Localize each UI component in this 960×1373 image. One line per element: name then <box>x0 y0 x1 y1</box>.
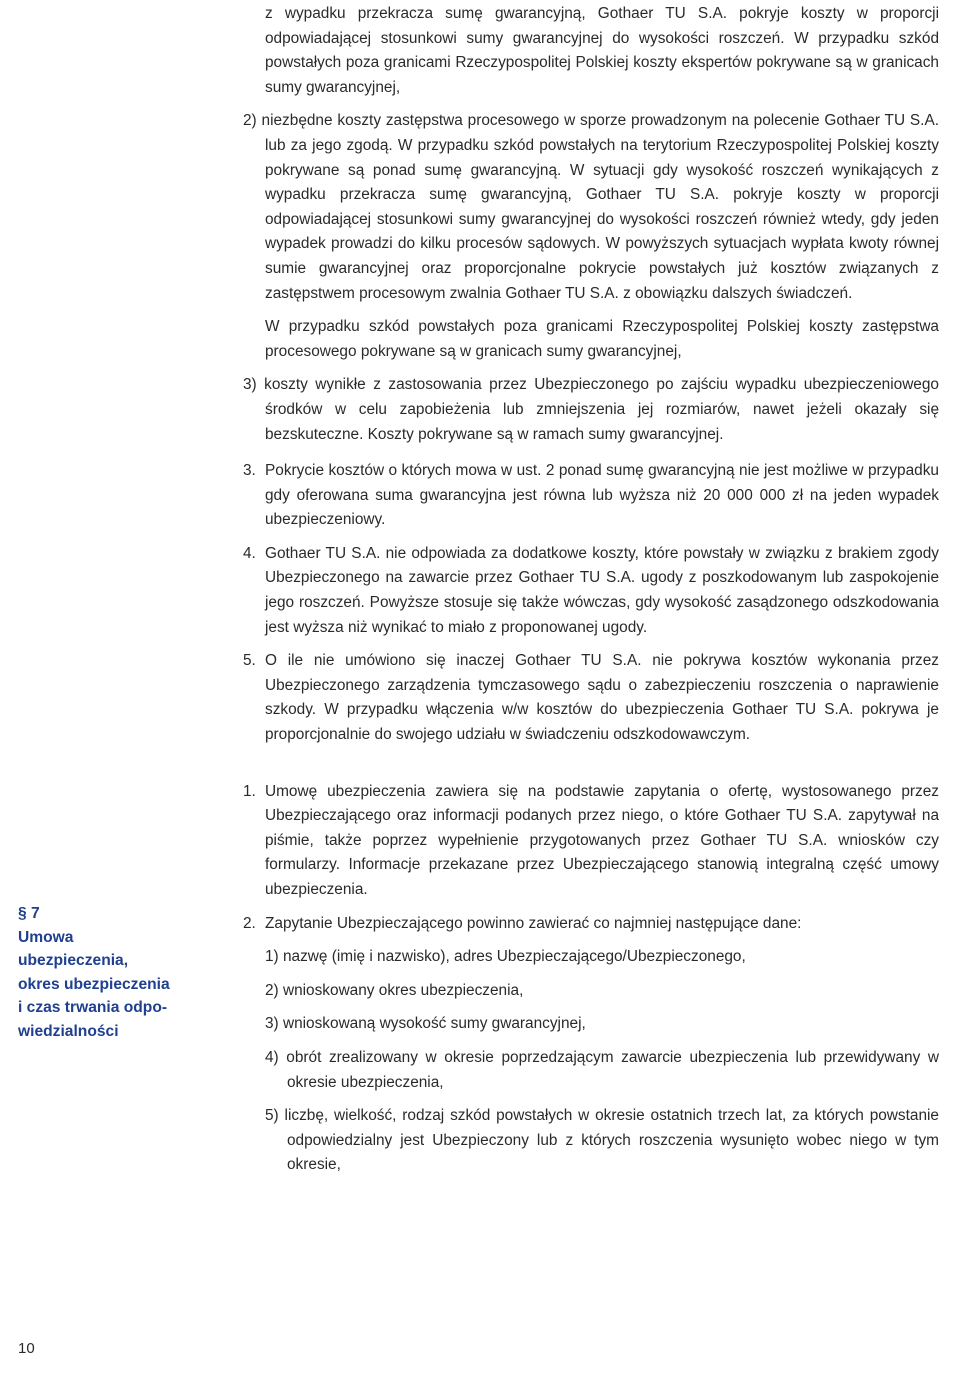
section-title-line: ubezpieczenia, <box>18 952 129 969</box>
section7-point-2 <box>243 912 939 937</box>
section-heading <box>18 902 208 1043</box>
point-5 <box>243 649 939 747</box>
point-4 <box>243 542 939 640</box>
section-sign: § 7 <box>18 905 40 922</box>
sub-item-3: 3) wnioskowaną wysokość sumy gwarancyjnej, <box>265 1015 586 1033</box>
point-number: 5. <box>243 652 256 670</box>
section-title-line: i czas trwania odpo- <box>18 999 168 1016</box>
section-title-line: okres ubezpieczenia <box>18 975 170 993</box>
page-number: 10 <box>18 1340 35 1357</box>
list-item-2: 2) niezbędne koszty zastępstwa procesowego w sporze prowadzonym na polecenie Gothaer TU S.A. lub za jego zgodą. W przypadku szkód powstałych na terytorium Rzeczypospolitej Polskiej koszty pokrywane są ponad sumę gwarancyjną. W sytuacji gdy wysokość roszczeń wynikających z wypadku przekracza sumę gwarancyjną, Gothaer TU S.A. pokryje koszty w proporcji odpowiadającej stosunkowi sumy gwarancyjnej do wysokości roszczeń również wtedy, gdy jeden wypadek prowadzi do kilku procesów sądowych. W powyższych sytuacjach wypłata kwoty równej sumie gwarancyjnej oraz proporcjonalne pokrycie powstałych już kosztów związanych z zastępstwem procesowym zwalnia Gothaer TU S.A. z obowiązku dalszych świadczeń. <box>243 112 939 302</box>
sub-item-4: 4) obrót zrealizowany w okresie poprzedzającym zawarcie ubezpieczenia lub przewidywany w okresie ubezpieczenia, <box>265 1048 939 1091</box>
point-3 <box>243 459 939 533</box>
list-item-2-continuation: W przypadku szkód powstałych poza granicami Rzeczypospolitej Polskiej koszty zastępstwa procesowego pokrywane są w granicach sumy gwarancyjnej, <box>265 318 939 360</box>
continuation-paragraph: z wypadku przekracza sumę gwarancyjną, Gothaer TU S.A. pokryje koszty w proporcji odpowiadającej stosunkowi sumy gwarancyjnej do wysokości roszczeń. W przypadku szkód powstałych poza granicami Rzeczypospolitej Polskiej koszty ekspertów pokrywane są w granicach sumy gwarancyjnej, <box>265 5 939 96</box>
sub-item-2: 2) wnioskowany okres ubezpieczenia, <box>265 981 524 999</box>
point-text: Umowę ubezpieczenia zawiera się na podstawie zapytania o ofertę, wystosowanego przez Ubezpieczającego oraz informacji podanych przez niego, o które Gothaer TU S.A. zapytywał na piśmie, także poprzez wypełnienie przygotowanych przez Gothaer TU S.A. wniosków czy formularzy. Informacje przekazane przez Ubezpieczającego stanowią integralną część umowy ubezpieczenia. <box>265 782 939 898</box>
point-number: 1. <box>243 782 256 800</box>
point-number: 2. <box>243 914 256 932</box>
point-text: Pokrycie kosztów o których mowa w ust. 2 ponad sumę gwarancyjną nie jest możliwe w przypadku gdy oferowana suma gwarancyjna jest równa lub wyższa niż 20 000 000 zł na jeden wypadek ubezpieczeniowy. <box>265 462 939 529</box>
section-title-line: wiedzialności <box>18 1022 119 1040</box>
point-text: Zapytanie Ubezpieczającego powinno zawierać co najmniej następujące dane: <box>265 914 802 932</box>
main-text-column <box>243 2 939 1178</box>
point-number: 4. <box>243 544 256 562</box>
point-text: O ile nie umówiono się inaczej Gothaer TU S.A. nie pokrywa kosztów wykonania przez Ubezpieczonego zarządzenia tymczasowego sądu o zabezpieczeniu roszczenia o naprawienie szkody. W przypadku włączenia w/w kosztów do ubezpieczenia Gothaer TU S.A. pokrywa je proporcjonalnie do swojego udziału w świadczeniu odszkodowawczym. <box>265 652 939 744</box>
section-title-line: Umowa <box>18 928 74 946</box>
point-text: Gothaer TU S.A. nie odpowiada za dodatkowe koszty, które powstały w związku z brakiem zgody Ubezpieczonego na zawarcie przez Gothaer TU S.A. ugody z poszkodowanym lub zaspokojenie jego roszczeń. Powyższe stosuje się także wówczas, gdy wysokość zasądzonego odszkodowania jest wyższa niż wynikać to miało z proponowanej ugody. <box>265 544 939 636</box>
sub-item-5: 5) liczbę, wielkość, rodzaj szkód powstałych w okresie ostatnich trzech lat, za których powstanie odpowiedzialny jest Ubezpieczony lub z których roszczenia wysunięto wobec niego w tym okresie, <box>265 1107 939 1174</box>
point-number: 3. <box>243 462 256 480</box>
section7-point-1 <box>243 780 939 903</box>
sub-item-1: 1) nazwę (imię i nazwisko), adres Ubezpieczającego/Ubezpieczonego, <box>265 948 746 966</box>
list-item-3: 3) koszty wynikłe z zastosowania przez Ubezpieczonego po zajściu wypadku ubezpieczeniowego środków w celu zapobieżenia lub zmniejszenia jej rozmiarów, nawet jeżeli okazały się bezskuteczne. Koszty pokrywane są w ramach sumy gwarancyjnej. <box>243 376 939 443</box>
